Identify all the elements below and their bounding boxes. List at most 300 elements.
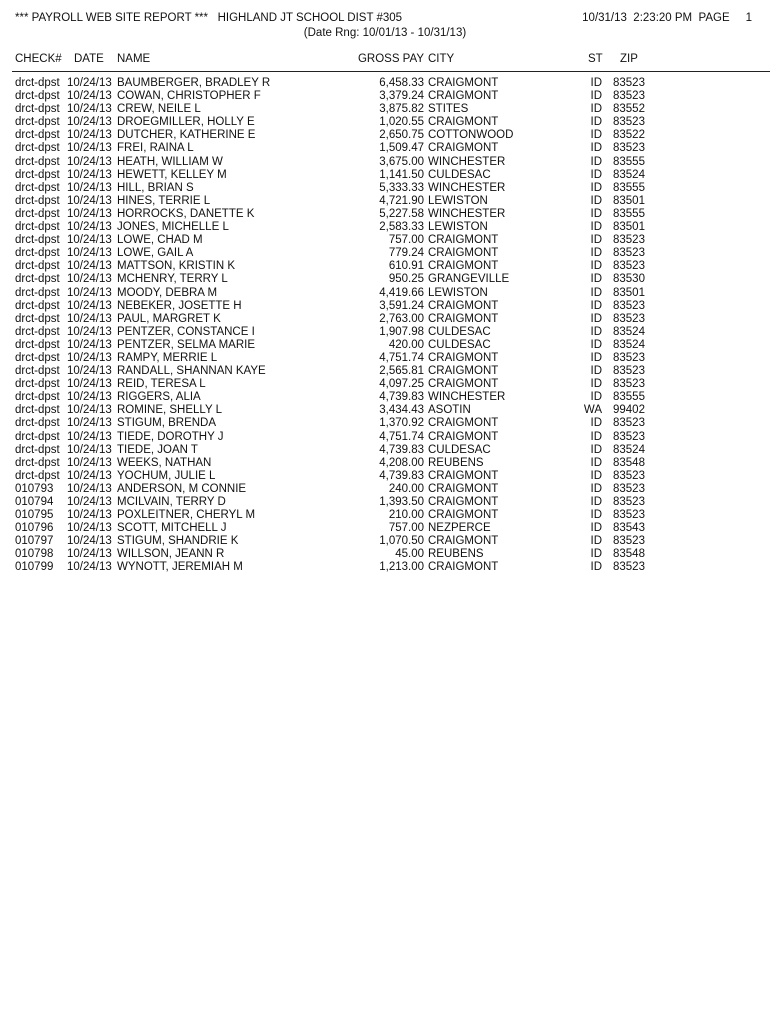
table-row [0, 378, 770, 391]
employee-name: COWAN, CHRISTOPHER F [117, 90, 261, 103]
gross-pay: 2,650.75 [379, 129, 424, 142]
zip: 83524 [613, 325, 645, 338]
zip: 83548 [613, 456, 645, 469]
city: NEZPERCE [428, 522, 491, 535]
table-row [0, 391, 770, 404]
gross-pay: 2,583.33 [379, 221, 424, 234]
gross-pay: 1,907.98 [379, 325, 424, 338]
check-number: drct-dpst [15, 312, 60, 325]
gross-pay: 2,763.00 [379, 312, 424, 325]
check-date: 10/24/13 [67, 168, 112, 181]
zip: 83523 [613, 469, 645, 482]
gross-pay: 3,675.00 [379, 155, 424, 168]
check-number: drct-dpst [15, 142, 60, 155]
city: CRAIGMONT [428, 482, 499, 495]
zip: 83555 [613, 391, 645, 404]
gross-pay: 1,509.47 [379, 142, 424, 155]
check-number: drct-dpst [15, 391, 60, 404]
gross-pay: 4,208.00 [379, 456, 424, 469]
gross-pay: 3,434.43 [379, 404, 424, 417]
table-row [0, 208, 770, 221]
state: ID [590, 469, 602, 482]
state: WA [583, 404, 602, 417]
check-date: 10/24/13 [67, 561, 112, 574]
zip: 83523 [613, 312, 645, 325]
check-date: 10/24/13 [67, 456, 112, 469]
check-date: 10/24/13 [67, 129, 112, 142]
zip: 83524 [613, 338, 645, 351]
check-date: 10/24/13 [67, 155, 112, 168]
state: ID [590, 338, 602, 351]
check-number: drct-dpst [15, 469, 60, 482]
employee-name: PENTZER, CONSTANCE I [117, 325, 255, 338]
gross-pay: 6,458.33 [379, 77, 424, 89]
gross-pay: 3,591.24 [379, 299, 424, 312]
gross-pay: 1,020.55 [379, 116, 424, 129]
state: ID [590, 417, 602, 430]
employee-name: STIGUM, BRENDA [117, 417, 217, 430]
check-number: drct-dpst [15, 247, 60, 260]
gross-pay: 45.00 [395, 548, 424, 561]
city: CRAIGMONT [428, 535, 499, 548]
table-row [0, 496, 770, 509]
city: CRAIGMONT [428, 312, 499, 325]
employee-name: WYNOTT, JEREMIAH M [117, 561, 243, 574]
gross-pay: 1,070.50 [379, 535, 424, 548]
city: CRAIGMONT [428, 351, 499, 364]
employee-name: RANDALL, SHANNAN KAYE [117, 365, 266, 378]
city: CULDESAC [428, 325, 491, 338]
city: CRAIGMONT [428, 509, 499, 522]
employee-name: DROEGMILLER, HOLLY E [117, 116, 255, 129]
state: ID [590, 221, 602, 234]
city: CRAIGMONT [428, 142, 499, 155]
zip: 83555 [613, 207, 645, 220]
employee-name: MCHENRY, TERRY L [117, 273, 228, 286]
state: ID [590, 299, 602, 312]
check-date: 10/24/13 [67, 391, 112, 404]
city: REUBENS [428, 456, 484, 469]
check-number: drct-dpst [15, 116, 60, 129]
zip: 83523 [613, 509, 645, 522]
gross-pay: 1,213.00 [379, 561, 424, 574]
gross-pay: 420.00 [388, 338, 424, 351]
check-number: 010796 [15, 522, 54, 535]
state: ID [590, 535, 602, 548]
check-number: 010798 [15, 548, 54, 561]
employee-name: NEBEKER, JOSETTE H [117, 299, 242, 312]
check-number: drct-dpst [15, 103, 60, 116]
check-number: drct-dpst [15, 168, 60, 181]
report-title: *** PAYROLL WEB SITE REPORT *** HIGHLAND JT SCHOOL DIST #305 [15, 12, 403, 24]
check-date: 10/24/13 [67, 365, 112, 378]
check-date: 10/24/13 [67, 404, 112, 417]
state: ID [590, 207, 602, 220]
city: LEWISTON [428, 286, 488, 299]
gross-pay: 5,333.33 [379, 181, 424, 194]
column-header-gross-pay: GROSS PAY [357, 53, 424, 65]
employee-name: TIEDE, JOAN T [117, 443, 198, 456]
zip: 83524 [613, 168, 645, 181]
zip: 83523 [613, 496, 645, 508]
zip: 83523 [613, 116, 645, 129]
column-header-check: CHECK# [15, 53, 62, 65]
employee-name: ROMINE, SHELLY L [117, 404, 223, 417]
zip: 83523 [613, 90, 645, 103]
check-number: drct-dpst [15, 443, 60, 456]
gross-pay: 4,097.25 [379, 378, 424, 391]
check-date: 10/24/13 [67, 247, 112, 260]
table-row [0, 522, 770, 535]
check-date: 10/24/13 [67, 469, 112, 482]
city: CRAIGMONT [428, 299, 499, 312]
zip: 83501 [613, 286, 645, 299]
table-row [0, 417, 770, 430]
check-number: drct-dpst [15, 181, 60, 194]
employee-name: TIEDE, DOROTHY J [117, 430, 224, 443]
check-date: 10/24/13 [67, 273, 112, 286]
table-row [0, 169, 770, 182]
table-row [0, 300, 770, 313]
state: ID [590, 273, 602, 286]
employee-name: ANDERSON, M CONNIE [117, 482, 247, 495]
check-number: drct-dpst [15, 129, 60, 142]
state: ID [590, 482, 602, 495]
table-row [0, 273, 770, 286]
table-row [0, 483, 770, 496]
city: CRAIGMONT [428, 430, 499, 443]
city: CRAIGMONT [428, 496, 499, 508]
table-row [0, 142, 770, 155]
zip: 83523 [613, 351, 645, 364]
check-date: 10/24/13 [67, 535, 112, 548]
city: CRAIGMONT [428, 260, 499, 273]
state: ID [590, 90, 602, 103]
check-number: drct-dpst [15, 260, 60, 273]
gross-pay: 210.00 [388, 509, 424, 522]
gross-pay: 610.91 [388, 260, 424, 273]
check-number: drct-dpst [15, 351, 60, 364]
check-number: drct-dpst [15, 299, 60, 312]
table-row [0, 156, 770, 169]
gross-pay: 4,751.74 [379, 351, 424, 364]
check-date: 10/24/13 [67, 522, 112, 535]
employee-name: PAUL, MARGRET K [117, 312, 221, 325]
report-timestamp: 10/31/13 2:23:20 PM PAGE 1 [582, 12, 752, 24]
check-number: drct-dpst [15, 325, 60, 338]
table-row [0, 457, 770, 470]
employee-name: HEWETT, KELLEY M [117, 168, 227, 181]
state: ID [590, 247, 602, 260]
city: CRAIGMONT [428, 469, 499, 482]
zip: 83523 [613, 247, 645, 260]
state: ID [590, 391, 602, 404]
state: ID [590, 325, 602, 338]
city: WINCHESTER [428, 207, 506, 220]
city: CRAIGMONT [428, 77, 499, 89]
city: LEWISTON [428, 194, 488, 207]
zip: 83548 [613, 548, 645, 561]
city: CULDESAC [428, 338, 491, 351]
zip: 83522 [613, 129, 645, 142]
city: ASOTIN [428, 404, 471, 417]
state: ID [590, 365, 602, 378]
state: ID [590, 456, 602, 469]
state: ID [590, 234, 602, 247]
zip: 83555 [613, 181, 645, 194]
gross-pay: 240.00 [388, 482, 424, 495]
gross-pay: 950.25 [388, 273, 424, 286]
city: WINCHESTER [428, 155, 506, 168]
zip: 83523 [613, 142, 645, 155]
state: ID [590, 129, 602, 142]
employee-name: POXLEITNER, CHERYL M [117, 509, 256, 522]
gross-pay: 2,565.81 [379, 365, 424, 378]
column-header-city: CITY [428, 53, 455, 65]
check-date: 10/24/13 [67, 496, 112, 508]
column-header-zip: ZIP [620, 53, 638, 65]
employee-name: RIGGERS, ALIA [117, 391, 201, 404]
check-date: 10/24/13 [67, 509, 112, 522]
check-date: 10/24/13 [67, 482, 112, 495]
gross-pay: 1,141.50 [379, 168, 424, 181]
state: ID [590, 522, 602, 535]
check-number: drct-dpst [15, 430, 60, 443]
employee-name: PENTZER, SELMA MARIE [117, 338, 256, 351]
city: CULDESAC [428, 443, 491, 456]
zip: 83530 [613, 273, 645, 286]
check-date: 10/24/13 [67, 443, 112, 456]
table-row [0, 247, 770, 260]
check-number: 010795 [15, 509, 54, 522]
gross-pay: 4,739.83 [379, 443, 424, 456]
check-number: drct-dpst [15, 234, 60, 247]
check-date: 10/24/13 [67, 548, 112, 561]
zip: 83523 [613, 430, 645, 443]
employee-name: STIGUM, SHANDRIE K [117, 535, 239, 548]
check-number: drct-dpst [15, 456, 60, 469]
column-header-name: NAME [117, 53, 151, 65]
check-date: 10/24/13 [67, 194, 112, 207]
employee-name: CREW, NEILE L [117, 103, 201, 116]
table-row [0, 339, 770, 352]
table-row [0, 260, 770, 273]
check-number: 010797 [15, 535, 54, 548]
check-date: 10/24/13 [67, 325, 112, 338]
zip: 83523 [613, 482, 645, 495]
zip: 83523 [613, 299, 645, 312]
check-date: 10/24/13 [67, 142, 112, 155]
check-date: 10/24/13 [67, 116, 112, 129]
employee-name: SCOTT, MITCHELL J [117, 522, 227, 535]
employee-name: MATTSON, KRISTIN K [117, 260, 235, 273]
state: ID [590, 496, 602, 508]
city: REUBENS [428, 548, 484, 561]
check-number: drct-dpst [15, 194, 60, 207]
employee-name: WILLSON, JEANN R [117, 548, 225, 561]
city: WINCHESTER [428, 181, 506, 194]
gross-pay: 1,393.50 [379, 496, 424, 508]
zip: 83552 [613, 103, 645, 116]
state: ID [590, 561, 602, 574]
employee-name: LOWE, GAIL A [117, 247, 194, 260]
zip: 83523 [613, 77, 645, 89]
check-date: 10/24/13 [67, 181, 112, 194]
check-date: 10/24/13 [67, 90, 112, 103]
table-row [0, 195, 770, 208]
gross-pay: 4,419.66 [379, 286, 424, 299]
zip: 83523 [613, 260, 645, 273]
table-row [0, 77, 770, 90]
gross-pay: 757.00 [388, 234, 424, 247]
table-row [0, 352, 770, 365]
header-rule [12, 71, 770, 72]
check-date: 10/24/13 [67, 286, 112, 299]
zip: 83501 [613, 221, 645, 234]
check-date: 10/24/13 [67, 312, 112, 325]
table-row [0, 444, 770, 457]
state: ID [590, 181, 602, 194]
check-date: 10/24/13 [67, 430, 112, 443]
gross-pay: 3,875.82 [379, 103, 424, 116]
zip: 99402 [613, 404, 645, 417]
employee-name: HORROCKS, DANETTE K [117, 207, 255, 220]
gross-pay: 3,379.24 [379, 90, 424, 103]
state: ID [590, 194, 602, 207]
table-row [0, 234, 770, 247]
check-number: drct-dpst [15, 365, 60, 378]
state: ID [590, 286, 602, 299]
state: ID [590, 260, 602, 273]
city: CRAIGMONT [428, 116, 499, 129]
city: LEWISTON [428, 221, 488, 234]
table-row [0, 129, 770, 142]
table-row [0, 365, 770, 378]
employee-name: REID, TERESA L [117, 378, 206, 391]
check-number: drct-dpst [15, 404, 60, 417]
state: ID [590, 378, 602, 391]
zip: 83555 [613, 155, 645, 168]
state: ID [590, 103, 602, 116]
check-number: drct-dpst [15, 417, 60, 430]
table-row [0, 116, 770, 129]
employee-name: MOODY, DEBRA M [117, 286, 218, 299]
zip: 83543 [613, 522, 645, 535]
employee-name: RAMPY, MERRIE L [117, 351, 218, 364]
table-row [0, 287, 770, 300]
check-date: 10/24/13 [67, 417, 112, 430]
gross-pay: 779.24 [388, 247, 424, 260]
check-date: 10/24/13 [67, 351, 112, 364]
check-number: 010794 [15, 496, 54, 508]
city: STITES [428, 103, 469, 116]
gross-pay: 1,370.92 [379, 417, 424, 430]
check-number: drct-dpst [15, 221, 60, 234]
table-row [0, 182, 770, 195]
check-date: 10/24/13 [67, 207, 112, 220]
city: CRAIGMONT [428, 234, 499, 247]
state: ID [590, 168, 602, 181]
gross-pay: 4,751.74 [379, 430, 424, 443]
payroll-table [0, 77, 770, 575]
table-row [0, 535, 770, 548]
column-header-date: DATE [74, 53, 104, 65]
table-row [0, 509, 770, 522]
zip: 83523 [613, 561, 645, 574]
gross-pay: 5,227.58 [379, 207, 424, 220]
table-row [0, 313, 770, 326]
employee-name: HILL, BRIAN S [117, 181, 194, 194]
state: ID [590, 142, 602, 155]
check-number: drct-dpst [15, 378, 60, 391]
state: ID [590, 155, 602, 168]
zip: 83523 [613, 417, 645, 430]
check-number: drct-dpst [15, 90, 60, 103]
state: ID [590, 509, 602, 522]
state: ID [590, 116, 602, 129]
table-row [0, 103, 770, 116]
table-row [0, 548, 770, 561]
check-number: drct-dpst [15, 77, 60, 89]
city: CRAIGMONT [428, 365, 499, 378]
city: CRAIGMONT [428, 417, 499, 430]
check-date: 10/24/13 [67, 260, 112, 273]
employee-name: FREI, RAINA L [117, 142, 194, 155]
gross-pay: 757.00 [388, 522, 424, 535]
state: ID [590, 443, 602, 456]
zip: 83523 [613, 378, 645, 391]
table-row [0, 431, 770, 444]
employee-name: JONES, MICHELLE L [117, 221, 229, 234]
check-date: 10/24/13 [67, 234, 112, 247]
date-range: (Date Rng: 10/01/13 - 10/31/13) [303, 27, 467, 39]
check-number: drct-dpst [15, 338, 60, 351]
employee-name: HINES, TERRIE L [117, 194, 211, 207]
table-row [0, 470, 770, 483]
city: CRAIGMONT [428, 90, 499, 103]
employee-name: HEATH, WILLIAM W [117, 155, 223, 168]
city: GRANGEVILLE [428, 273, 510, 286]
check-date: 10/24/13 [67, 299, 112, 312]
check-date: 10/24/13 [67, 77, 112, 89]
state: ID [590, 351, 602, 364]
gross-pay: 4,739.83 [379, 391, 424, 404]
check-number: 010799 [15, 561, 54, 574]
city: WINCHESTER [428, 391, 506, 404]
check-number: drct-dpst [15, 207, 60, 220]
table-row [0, 221, 770, 234]
check-number: 010793 [15, 482, 54, 495]
employee-name: BAUMBERGER, BRADLEY R [117, 77, 271, 89]
check-number: drct-dpst [15, 155, 60, 168]
gross-pay: 4,739.83 [379, 469, 424, 482]
check-number: drct-dpst [15, 273, 60, 286]
employee-name: MCILVAIN, TERRY D [117, 496, 226, 508]
state: ID [590, 548, 602, 561]
state: ID [590, 77, 602, 89]
table-row [0, 326, 770, 339]
zip: 83501 [613, 194, 645, 207]
city: CRAIGMONT [428, 561, 499, 574]
check-date: 10/24/13 [67, 103, 112, 116]
employee-name: WEEKS, NATHAN [117, 456, 212, 469]
check-number: drct-dpst [15, 286, 60, 299]
zip: 83524 [613, 443, 645, 456]
zip: 83523 [613, 365, 645, 378]
table-row [0, 404, 770, 417]
state: ID [590, 430, 602, 443]
employee-name: YOCHUM, JULIE L [117, 469, 216, 482]
